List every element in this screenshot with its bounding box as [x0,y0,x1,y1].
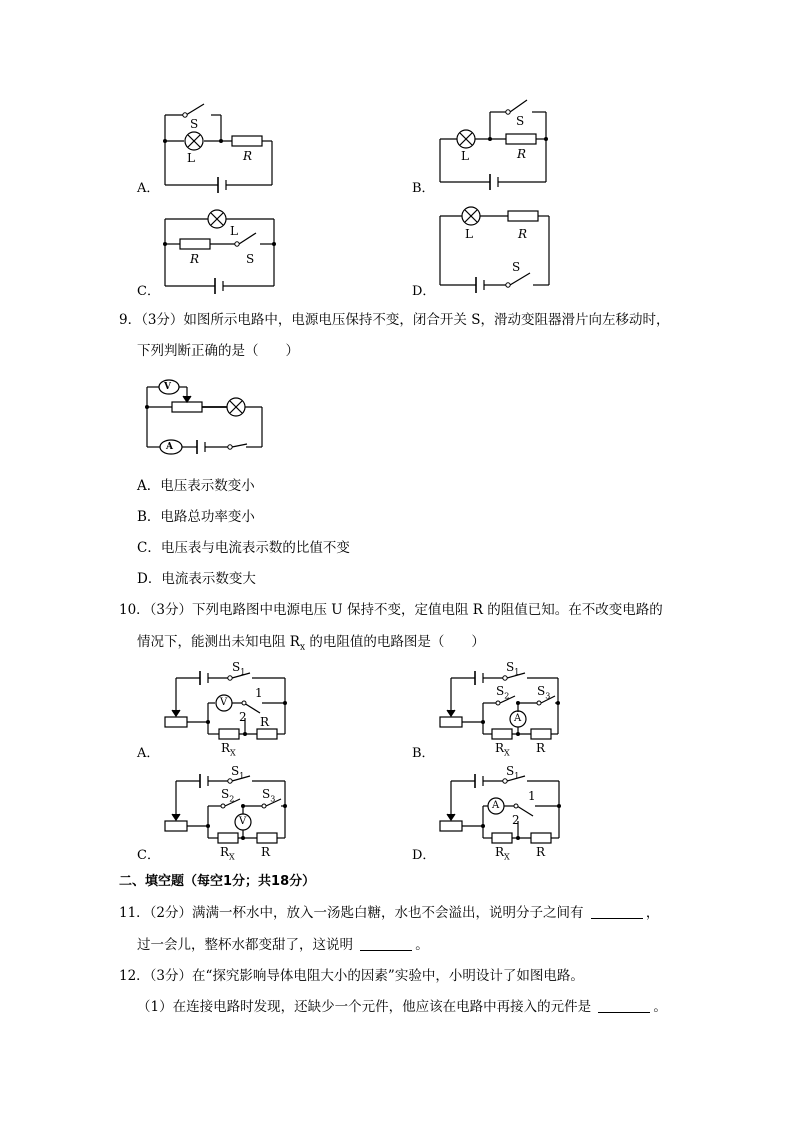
q10-a-label-rx: $R_X$ [221,741,236,758]
q10-option-a[interactable]: A． [137,746,160,761]
q10-c-label-s1: $S_1$ [231,764,245,781]
q10-b-label-a: A [514,713,522,724]
q8-a-label-l: L [187,151,195,165]
q12-line1: 12．（3分）在“探究影响导体电阻大小的因素”实验中，小明设计了如图电路。 [119,968,584,984]
q8-c-label-s: S [246,252,255,266]
q10-d-label-r: R [536,845,546,859]
q8-b-label-s: S [516,114,525,128]
q8-b-label-r: R [517,147,527,161]
q10-c-label-s3: $S_3$ [262,787,276,804]
q12-line2: （1）在连接电路时发现，还缺少一个元件，他应该在电路中再接入的元件是 。 [137,999,667,1015]
q9-voltmeter-label: V [164,382,171,392]
q10-stem-line2: 情况下，能测出未知电阻 $R_x$ 的电阻值的电路图是（ ） [137,634,485,653]
q10-a-label-1: 1 [255,686,263,700]
q10-b-label-r: R [536,741,546,755]
q8-c-label-l: L [230,224,238,238]
q10-d-label-2: 2 [512,813,520,827]
q10-d-label-a: A [492,800,500,811]
q10-b-label-s2: $S_2$ [496,684,510,701]
q8-option-c[interactable]: C． [137,284,160,299]
q9-stem-line2: 下列判断正确的是（ ） [137,343,299,359]
q10-a-label-2: 2 [239,710,247,724]
q10-a-label-v: V [220,697,228,708]
q10-d-label-s1: $S_1$ [506,764,520,781]
q10-b-label-s3: $S_3$ [537,684,551,701]
q8-a-label-r: R [243,149,253,163]
q8-option-b[interactable]: B． [412,181,435,196]
q10-c-label-rx: $R_X$ [220,845,235,862]
q8-d-label-l: L [465,227,473,241]
q8-c-label-r: R [190,252,200,266]
q9-option-a[interactable]: A．电压表示数变小 [137,478,255,494]
q8-d-label-r: R [518,227,528,241]
q10-c-label-v: V [239,816,247,827]
q8-d-label-s: S [512,260,521,274]
q11-blank-2[interactable] [360,936,412,951]
q9-option-c[interactable]: C．电压表与电流表示数的比值不变 [137,540,350,556]
q10-stem-line1: 10．（3分）下列电路图中电源电压 U 保持不变，定值电阻 R 的阻值已知。在不改变电路的 [119,602,663,618]
q9-stem-line1: 9．（3分）如图所示电路中，电源电压保持不变，闭合开关 S，滑动变阻器滑片向左移动时， [119,312,670,328]
q10-d-label-1: 1 [528,789,536,803]
q10-option-d[interactable]: D． [412,848,436,863]
q10-c-label-s2: $S_2$ [221,787,235,804]
q12-blank-1[interactable] [598,998,650,1013]
q11-line2: 过一会儿，整杯水都变甜了，这说明 。 [137,937,429,953]
q10-option-c[interactable]: C． [137,848,160,863]
q8-option-a[interactable]: A． [137,181,160,196]
q11-line1: 11．（2分）满满一杯水中，放入一汤匙白糖，水也不会溢出，说明分子之间有 ， [119,905,660,921]
q10-option-b[interactable]: B． [412,746,435,761]
q10-c-label-r: R [261,845,271,859]
q8-option-d[interactable]: D． [412,284,436,299]
q10-d-label-rx: $R_X$ [495,845,510,862]
q10-b-label-rx: $R_X$ [495,741,510,758]
q10-a-label-s1: $S_1$ [232,660,246,677]
q9-ammeter-label: A [166,442,173,452]
q9-option-d[interactable]: D．电流表示数变大 [137,571,256,587]
section-heading: 二、填空题（每空1分；共18分） [119,874,316,889]
q8-b-label-l: L [461,149,469,163]
q11-blank-1[interactable] [591,904,643,919]
q8-a-label-s: S [190,117,199,131]
q10-b-label-s1: $S_1$ [506,660,520,677]
q10-a-label-r: R [260,715,270,729]
q9-option-b[interactable]: B．电路总功率变小 [137,509,255,525]
